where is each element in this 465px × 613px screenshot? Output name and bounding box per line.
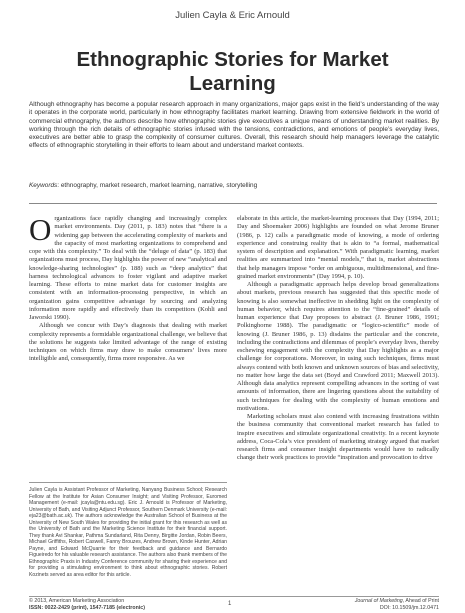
copyright-text: © 2013, American Marketing Association — [29, 598, 125, 604]
keywords-label: Keywords — [29, 182, 58, 189]
header-divider — [29, 203, 437, 204]
footer-right — [355, 598, 439, 611]
author-footnote: Julien Cayla is Assistant Professor of Marketing, Nanyang Business School; Research Fellow at the Institute for Asian Consumer Insight; and Visiting Professor, Euromed Management (e-mail: jcayla@ntu.edu.sg). Eric J. Arnould is Professor of Marketing, University of Bath, and Visiting Adjunct Professor, Southern Denmark University (e-mail: eja23@bath.ac.uk). The authors acknowledge the Australian School of Business at the University of New South Wales for providing the initial grant for this research as well as the University of Bath and the Marketing Science Institute for their financial support. They thank Avi Shankar, Pathma Sundarland, Rita Denny, Birgitte Jordan, Robin Beers, Michael Griffiths, Robert Caswell, Fanny Brouzes, Andrew Brown, Kinde Hunter, Adrian Payne, and Edward McQuarrie for their feedback and guidance and Bernardo Figueiredo for his valuable research assistance. The authors also thank members of the Ethnographic Praxis in Industry Conference community for sharing their experience and for providing a stimulating environment to think about ethnographic stories. Robert Kozinets served as area editor for this article. — [29, 487, 227, 578]
abstract: Although ethnography has become a popular research approach in many organizations, major gaps exist in the field’s understanding of the way it operates in the corporate world, particularly in how ethnography facilitates market learning. Drawing from extensive fieldwork in the world of commercial ethnography, the authors describe how ethnographic stories give executives a unique means of understanding market realities. By working through the rich details of ethnographic stories infused with the tensions, contradictions, and emotions of people’s everyday lives, executives are better able to grasp the complexity of consumer cultures. Overall, this research should help managers leverage the catalytic effects of ethnographic storytelling in their efforts to learn about and understand market contexts. — [29, 101, 439, 150]
right-paragraph-2: Although a paradigmatic approach helps develop broad generalizations about markets, previous research has suggested that this specific mode of knowing is also somewhat ineffective in shedding light on the complexity of human behavior, which requires attention to the “fine-grained” details of human experience that Day proposes to abstract (J. Bruner 1986, 1991; Polkinghorne 1988). The paradigmatic or “logico-scientific” mode of knowing (J. Bruner 1986, p. 13) disdains the particular and the concrete, including the contradictions and dilemmas of people’s everyday lives, thereby eschewing engagement with the complexity that Day highlights as a major challenge for corporations. Moreover, in using such techniques, firms must always contend with both known and unknown sources of bias and selectivity, no matter how large the data set (Boyd and Crawford 2011; Maxwell 2013). Although data analytics represent compelling advances in the sorting of vast amounts of information, there are lingering questions about the suitability of such techniques for dealing with the complexity of human emotions and motivations. — [237, 281, 439, 412]
article-title-line-1: Ethnographic Stories for Market — [76, 48, 389, 71]
footer-left — [29, 598, 145, 611]
drop-cap: O — [29, 212, 52, 247]
left-column — [29, 212, 227, 364]
article-title-line-2: Learning — [189, 72, 276, 95]
right-column — [237, 215, 439, 463]
journal-name: Journal of Marketing, Ahead of Print — [354, 598, 439, 604]
issn-text: ISSN: 0022-2429 (print), 1547-7185 (electronic) — [29, 604, 145, 611]
article-title — [20, 48, 445, 96]
right-paragraph-1: elaborate in this article, the market-learning processes that Day (1994, 2011; Day and Shoemaker 2006) highlights are founded on what Jerome Bruner (1986, p. 12) calls a paradigmatic mode of knowing, a mode of ordering experience and construing reality that is akin to “a formal, mathematical system of description and explanation.” With paradigmatic learning, market realities are summarized into “mental models,” that is, market abstractions that help managers impose “order on ambiguous, multidimensional, and fine-grained market environments” (Day 1994, p. 10). — [237, 215, 439, 280]
keywords-list: : ethnography, market research, market learning, narrative, storytelling — [57, 182, 258, 189]
left-paragraph-2: Although we concur with Day’s diagnosis that dealing with market complexity represents a formidable organizational challenge, we believe that the solutions he suggests take limited advantage of the range of existing techniques on which firms may draw to make consumers’ lives more intelligible and, consequently, firms more responsive. As we — [29, 322, 227, 363]
left-paragraph-1 — [29, 212, 227, 322]
authors-line: Julien Cayla & Eric Arnould — [175, 10, 290, 21]
right-paragraph-3: Marketing scholars must also contend with increasing frustrations within the business community that conventional market research has failed to inspire executives and stimulate organizational creativity. In a recent keynote address, Coca-Cola’s vice president of marketing strategy argued that market research firms and consumer insight departments would have to radically change their work practices to provide “inspiration and provocation to drive — [237, 413, 439, 462]
footnote-divider — [29, 482, 227, 483]
left-paragraph-1-text: rganizations face rapidly changing and increasingly complex market environments. Day (2011, p. 183) notes that “there is a widening gap between the accelerating complexity of markets and the capacity of most marketing organizations to comprehend and cope with this complexity.” To deal with the “deluge of data” (p. 183) that organizations must process, Day highlights the power of new “analytical and knowledge-sharing technologies” (p. 188) such as “deep analytics” that harness technological advances to foster vigilant and adaptive market learning. These efforts to mine market data for customer insights are consistent with an information-processing perspective, in which an organization gains competitive advantage by sourcing and analyzing information more rapidly and effectively than its competitors (Kohli and Jaworski 1990). — [29, 215, 227, 321]
footer-divider — [29, 596, 439, 597]
doi-text: DOI: 10.1509/jm.12.0471 — [379, 604, 439, 611]
keywords — [29, 182, 439, 189]
page-number: 1 — [228, 601, 232, 607]
